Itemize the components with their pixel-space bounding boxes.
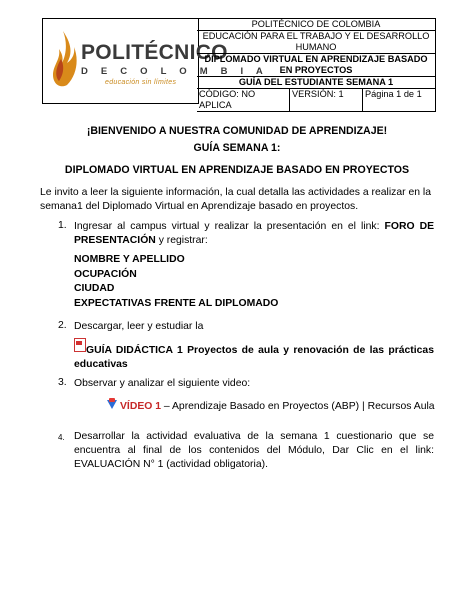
header-page: Página 1 de 1 <box>365 89 422 99</box>
document-header-table <box>197 18 436 112</box>
course-heading: DIPLOMADO VIRTUAL EN APRENDIZAJE BASADO EN PROYECTOS <box>64 164 410 176</box>
video-title: – Aprendizaje Basado en Proyectos (ABP) | Recursos Aula <box>161 401 435 412</box>
header-guide: GUÍA DEL ESTUDIANTE SEMANA 1 <box>197 77 435 89</box>
flame-logo-icon <box>49 29 77 89</box>
week-heading: GUÍA SEMANA 1: <box>193 142 281 154</box>
logo-title: POLITÉCNICO <box>81 41 228 64</box>
header-version: VERSIÓN: 1 <box>290 89 363 111</box>
item-2-number: 2. <box>58 320 67 331</box>
video-icon-accent <box>109 398 115 402</box>
item-4-text: Desarrollar la actividad evaluativa de la semana 1 cuestionario que se encuentra al final de los contenidos del Módulo, Dar Clic en el link: EVALUACIÓN N° 1 (actividad obligatoria). <box>74 431 434 470</box>
welcome-heading: ¡BIENVENIDO A NUESTRA COMUNIDAD DE APRENDIZAJE! <box>86 125 388 137</box>
header-diploma: DIPLOMADO VIRTUAL EN APRENDIZAJE BASADO EN PROYECTOS <box>197 54 435 77</box>
logo-subtitle: D E C O L O M B I A <box>81 66 268 77</box>
item-4-number: 4. <box>58 433 65 442</box>
field-expectations: EXPECTATIVAS FRENTE AL DIPLOMADO <box>74 298 279 309</box>
header-codigo: CÓDIGO: NO APLICA <box>197 89 290 111</box>
video-label: VÍDEO 1 <box>120 401 161 412</box>
video-link[interactable] <box>120 400 440 414</box>
field-occupation: OCUPACIÓN <box>74 269 137 280</box>
header-institution: POLITÉCNICO DE COLOMBIA <box>197 19 435 31</box>
foro-presentacion-link[interactable]: FORO DE PRESENTACIÓN <box>74 221 435 246</box>
header-meta-row <box>197 89 435 111</box>
logo-tagline: educación sin límites <box>105 79 177 86</box>
field-name: NOMBRE Y APELLIDO <box>74 254 185 265</box>
item-1-text <box>74 220 434 248</box>
guia-didactica-link[interactable]: GUÍA DIDÁCTICA 1 Proyectos de aula y renovación de las prácticas educativas <box>74 345 434 370</box>
header-education: EDUCACIÓN PARA EL TRABAJO Y EL DESARROLLO HUMANO <box>197 31 435 54</box>
item-1-number: 1. <box>58 220 67 231</box>
field-city: CIUDAD <box>74 283 115 294</box>
item-2-text: Descargar, leer y estudiar la <box>74 321 204 332</box>
item-1-label: Ingresar al campus virtual y realizar la presentación en el link: <box>74 221 380 232</box>
intro-paragraph: Le invito a leer la siguiente información, la cual detalla las actividades a realizar en la semana1 del Diplomado Virtual en Aprendizaje basado en proyectos. <box>40 187 432 212</box>
item-3-text: Observar y analizar el siguiente video: <box>74 378 251 389</box>
item-1-end: y registrar: <box>158 235 208 246</box>
item-3-number: 3. <box>58 377 67 388</box>
